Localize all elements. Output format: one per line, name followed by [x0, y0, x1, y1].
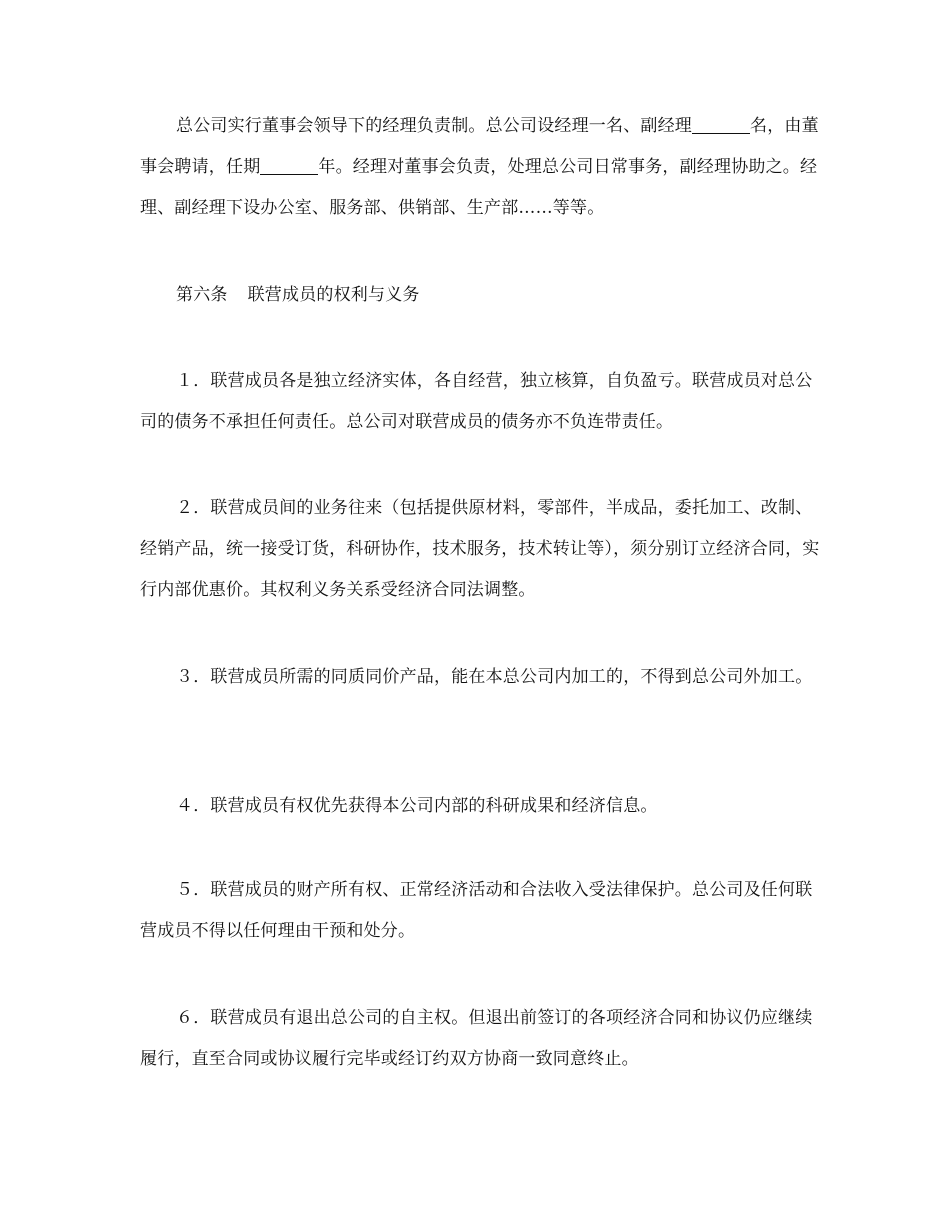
article-title: 联营成员的权利与义务: [247, 285, 420, 305]
blank-line: [692, 115, 750, 134]
intro-text-part-2: 名，由董事会聘请，任期: [140, 116, 819, 177]
article-item-6: ６．联营成员有退出总公司的自主权。但退出前签订的各项经济合同和协议仍应继续履行，直至合同或协议履行完毕或经订约双方协商一致同意终止。: [140, 1008, 813, 1069]
article-heading: [176, 275, 420, 316]
blank-line: [260, 156, 318, 175]
article-item-4: ４．联营成员有权优先获得本公司内部的科研成果和经济信息。: [176, 796, 658, 816]
intro-text-part-1: 总公司实行董事会领导下的经理负责制。总公司设经理一名、副经理: [176, 116, 692, 136]
intro-paragraph: [140, 106, 820, 229]
article-item-2: ２．联营成员间的业务往来（包括提供原材料，零部件，半成品，委托加工、改制、经销产品，统一接受订货，科研协作，技术服务，技术转让等），须分别订立经济合同，实行内部优惠价。其权利义务关系受经济合同法调整。: [140, 498, 820, 600]
article-item-3: ３．联营成员所需的同质同价产品，能在本总公司内加工的，不得到总公司外加工。: [176, 667, 813, 687]
article-item-1: １．联营成员各是独立经济实体，各自经营，独立核算，自负盈亏。联营成员对总公司的债务不承担任何责任。总公司对联营成员的债务亦不负连带责任。: [140, 371, 813, 432]
article-number: 第六条: [176, 285, 228, 305]
article-item-5: ５．联营成员的财产所有权、正常经济活动和合法收入受法律保护。总公司及任何联营成员不得以任何理由干预和处分。: [140, 880, 813, 941]
intro-text-part-3: 年。经理对董事会负责，处理总公司日常事务，副经理协助之。经理、副经理下设办公室、服务部、供销部、生产部……等等。: [140, 157, 818, 218]
